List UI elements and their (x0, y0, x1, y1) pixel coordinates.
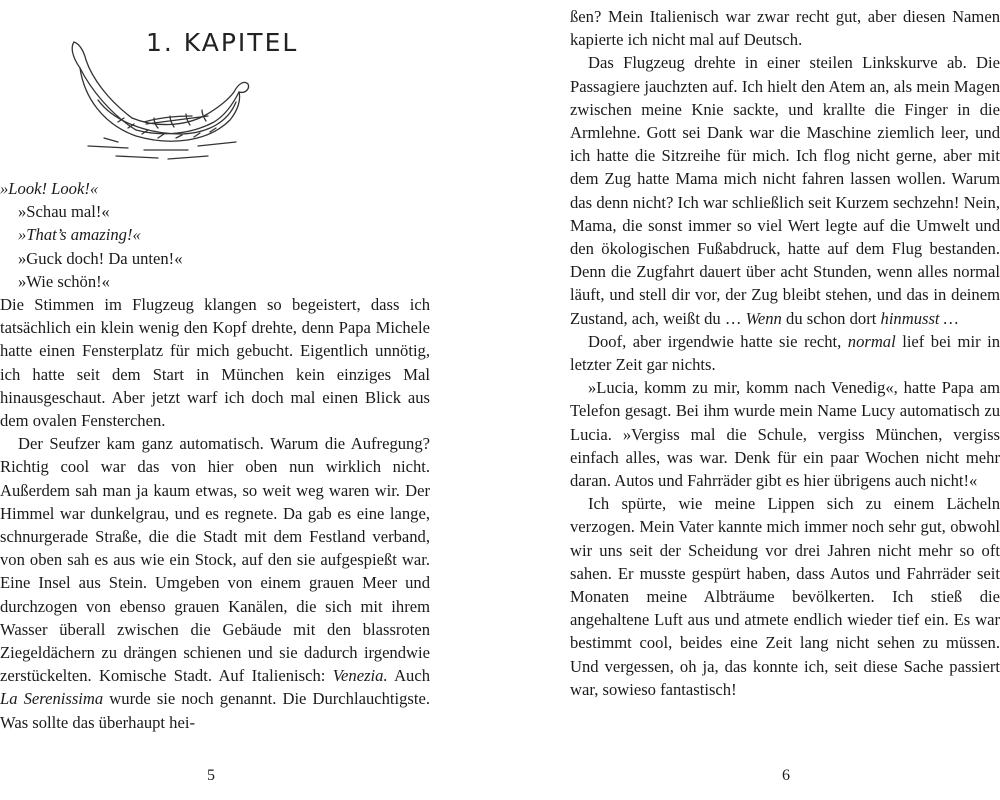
paragraph: Das Flugzeug drehte in einer steilen Linkskurve ab. Die Passagiere jauchzten auf. Ich hielt den Atem an, als mein Magen zwischen meine Knie sackte, und krallte die Finger in die Armlehne. Gott sei Dank war die Maschine ziemlich leer, und ich hatte die Sitzreihe für mich. Ich flog nicht gerne, aber mit dem Zug hatte Mama mich nicht fahren lassen wollen. Warum das denn nicht? Ich war schließlich seit Kurzem sechzehn! Nein, Mama, die sonst immer so viel Wert legte auf die Umwelt und den ökologischen Fußabdruck, hatte auf dem Flug bestanden. Denn die Zugfahrt dauert über acht Stunden, wenn alles normal läuft, und stell dir vor, der Zug bleibt stehen, und das in deinem Zustand, ach, weißt du … Wenn du schon dort hinmusst … (570, 53, 1000, 328)
paragraph: Der Seufzer kam ganz automatisch. Warum die Aufregung? Richtig cool war das von hier oben nun wirklich nicht. Außerdem sah man ja kaum etwas, so weit weg waren wir. Der Himmel war dunkelgrau, und es regnete. Da gab es eine lange, schnurgerade Straße, die die Stadt mit dem Festland verband, von oben sah es aus wie ein Stock, auf den sie aufgespießt war. Eine Insel aus Stein. Umgeben von einem grauen Meer und durchzogen von ebenso grauen Kanälen, die sich mit ihrem Wasser überall zwischen die Gebäude mit den blassroten Ziegeldächern zu drängen schienen und sie dadurch irgendwie zerstückelten. Komische Stadt. Auf Italienisch: Venezia. Auch La Serenissima wurde sie noch genannt. Die Durchlauchtigste. Was sollte das überhaupt hei- (0, 434, 431, 732)
dialog-line: »Schau mal!« (18, 202, 110, 222)
page-number: 6 (782, 767, 790, 784)
paragraph: »Lucia, komm zu mir, komm nach Venedig«, hatte Papa am Telefon gesagt. Bei ihm wurde mein Name Lucy automatisch zu Lucia. »Vergiss mal die Schule, vergiss München, vergiss einfach alles, was war. Denk für ein paar Wochen nicht mehr daran. Autos und Fahrräder gibt es hier übrigens auch nicht!« (570, 378, 1000, 491)
paragraph: Die Stimmen im Flugzeug klangen so begeistert, dass ich tatsächlich ein klein wenig den Kopf drehte, denn Papa Michele hatte einen Fensterplatz für mich gebucht. Eigentlich unnötig, ich hatte seit dem Start in München kein einziges Mal hinausgeschaut. Aber jetzt warf ich doch mal einen Blick aus dem ovalen Fensterchen. (0, 295, 430, 431)
paragraph: ßen? Mein Italienisch war zwar recht gut, aber diesen Namen kapierte ich nicht mal auf Deutsch. (570, 7, 1000, 50)
chapter-title: 1. KAPITEL (146, 28, 299, 57)
dialog-line: »That’s amazing!« (18, 225, 141, 245)
page-number: 5 (207, 767, 215, 784)
dialog-line: »Wie schön!« (18, 271, 110, 291)
paragraph: Doof, aber irgendwie hatte sie recht, normal lief bei mir in letzter Zeit gar nichts. (570, 331, 1000, 375)
left-page (0, 0, 430, 800)
dialog-line: »Look! Look!« (0, 179, 99, 198)
left-page-text (0, 177, 430, 734)
dialog-line: »Guck doch! Da unten!« (18, 248, 183, 268)
right-page (570, 0, 1000, 800)
paragraph: Ich spürte, wie meine Lippen sich zu einem Lächeln verzogen. Mein Vater kannte mich immer noch sehr gut, obwohl wir uns seit der Scheidung vor drei Jahren nicht mehr so oft sahen. Er musste gespürt haben, dass Autos und Fahrräder seit Monaten meine Albträume bevölkerten. Ich stieß die angehaltene Luft aus und atmete endlich wieder tief ein. Es war bestimmt cool, beides eine Zeit lang nicht sehen zu müssen. Und vergessen, oh ja, das konnte ich, seit diese Sache passiert war, sowieso fantastisch! (570, 494, 1000, 699)
right-page-text (570, 5, 1000, 701)
gondola-illustration (58, 38, 253, 166)
